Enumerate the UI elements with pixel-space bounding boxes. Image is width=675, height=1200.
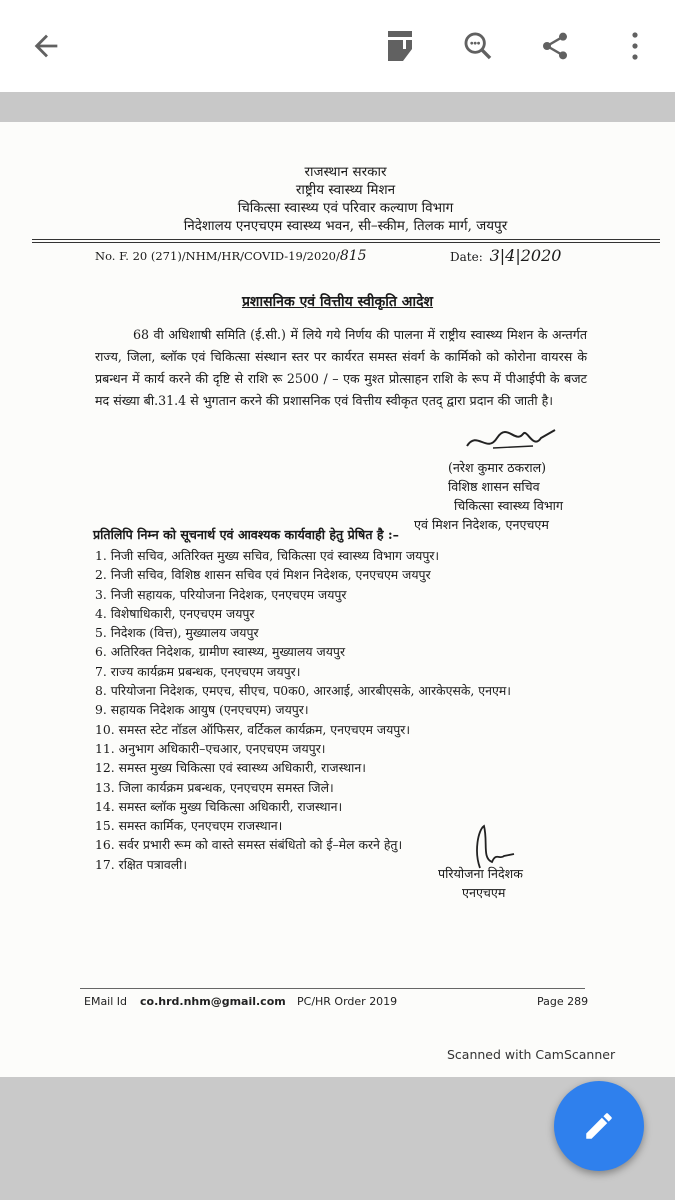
header-line-1: राजस्थान सरकार — [304, 164, 387, 180]
footer-email: co.hrd.nhm@gmail.com — [140, 995, 286, 1008]
zoom-search-icon — [461, 29, 495, 63]
signatory-2-org: एनएचएम — [462, 885, 506, 900]
footer-email-label: EMail Id — [84, 995, 128, 1008]
footer-order: PC/HR Order 2019 — [297, 995, 398, 1008]
signatory-1-title: विशिष्ठ शासन सचिव — [448, 479, 540, 494]
order-paragraph: 68 वी अधिशाषी समिति (ई.सी.) में लिये गये निर्णय की पालना में राष्ट्रीय स्वास्थ्य मिशन के अन्तर्गत राज्य, जिला, ब्लॉक एवं चिकित्सा संस्थान स्तर पर कार्यरत समस्त संवर्ग के कार्मिको को कोरोना वायरस के प्रबन्धन में कार्य करने की दृष्टि से राशि रू 2500 / – एक मुश्त प्रोत्साहन राशि के रूप में पीआईपी के बजट मद संख्या बी.31.4 से भुगतान करने की प्रशासनिक एवं वित्तीय स्वीकृत एतद् द्वारा प्रदान की जाती है। — [95, 327, 587, 408]
ref-number-handwritten: 815 — [339, 248, 367, 264]
more-vertical-icon — [629, 30, 641, 62]
footer-rule — [80, 988, 585, 989]
order-title: प्रशासनिक एवं वित्तीय स्वीकृति आदेश — [241, 294, 434, 310]
camscanner-watermark: Scanned with CamScanner — [447, 1047, 616, 1062]
signatory-1-name: (नरेश कुमार ठकराल) — [448, 460, 547, 475]
footer-page: Page 289 — [537, 995, 589, 1008]
header-line-3: चिकित्सा स्वास्थ्य एवं परिवार कल्याण विभाग — [237, 200, 454, 216]
back-button[interactable] — [22, 22, 70, 70]
page-view-button[interactable] — [376, 22, 424, 70]
signatory-1-dept: चिकित्सा स्वास्थ्य विभाग — [454, 498, 564, 513]
page-gap-strip — [0, 92, 675, 122]
list-item: 14. समस्त ब्लॉक मुख्य चिकित्सा अधिकारी, राजस्थान। — [95, 798, 343, 814]
app-bar — [0, 0, 675, 92]
header-line-4: निदेशालय एनएचएम स्वास्थ्य भवन, सी–स्कीम, तिलक मार्ग, जयपुर — [183, 218, 508, 234]
page-layout-icon — [385, 29, 415, 63]
list-item: 8. परियोजना निदेशक, एमएच, सीएच, प0क0, आरआई, आरबीएसके, आरकेएसके, एनएम। — [95, 683, 511, 699]
copy-to-list — [95, 546, 511, 874]
signatory-2-title: परियोजना निदेशक — [438, 866, 523, 881]
list-item: 3. निजी सहायक, परियोजना निदेशक, एनएचएम जयपुर — [95, 586, 347, 602]
list-item: 7. राज्य कार्यक्रम प्रबन्धक, एनएचएम जयपुर। — [95, 663, 301, 679]
list-item: 9. सहायक निदेशक आयुष (एनएचएम) जयपुर। — [95, 702, 309, 718]
list-item: 15. समस्त कार्मिक, एनएचएम राजस्थान। — [95, 818, 283, 834]
list-item: 2. निजी सचिव, विशिष्ठ शासन सचिव एवं मिशन निदेशक, एनएचएम जयपुर — [95, 567, 431, 583]
date-value: 3|4|2020 — [489, 246, 562, 265]
header-line-2: राष्ट्रीय स्वास्थ्य मिशन — [295, 182, 396, 198]
reference-number — [95, 248, 367, 264]
edit-pencil-icon — [582, 1109, 616, 1143]
arrow-left-icon — [29, 29, 63, 63]
zoom-button[interactable] — [454, 22, 502, 70]
list-item: 6. अतिरिक्त निदेशक, ग्रामीण स्वास्थ्य, मुख्यालय जयपुर — [95, 644, 346, 660]
signatory-2-block — [438, 864, 523, 902]
copy-to-heading: प्रतिलिपि निम्न को सूचनार्थ एवं आवश्यक कार्यवाही हेतु प्रेषित है :– — [93, 527, 399, 542]
share-icon — [539, 30, 571, 62]
list-item: 11. अनुभाग अधिकारी–एचआर, एनएचएम जयपुर। — [95, 740, 326, 756]
document-page[interactable] — [0, 122, 675, 1077]
share-button[interactable] — [531, 22, 579, 70]
date-field — [450, 246, 561, 265]
list-item: 1. निजी सचिव, अतिरिक्त मुख्य सचिव, चिकित्सा एवं स्वास्थ्य विभाग जयपुर। — [95, 548, 440, 563]
header-rule — [32, 239, 660, 240]
signature-1 — [463, 424, 558, 460]
list-item: 4. विशेषाधिकारी, एनएचएम जयपुर — [95, 605, 255, 621]
edit-fab-button[interactable] — [554, 1081, 644, 1171]
header-rule-double — [32, 242, 660, 243]
list-item: 13. जिला कार्यक्रम प्रबन्धक, एनएचएम समस्त जिले। — [95, 779, 334, 795]
list-item: 5. निदेशक (वित्त), मुख्यालय जयपुर — [95, 625, 259, 641]
date-label: Date: — [450, 250, 483, 264]
signatory-1-block — [414, 458, 564, 534]
signatory-1-mission: एवं मिशन निदेशक, एनएचएम — [414, 517, 549, 532]
ref-number-printed: No. F. 20 (271)/NHM/HR/COVID-19/2020/ — [95, 249, 340, 263]
list-item: 12. समस्त मुख्य चिकित्सा एवं स्वास्थ्य अधिकारी, राजस्थान। — [95, 760, 366, 776]
list-item: 10. समस्त स्टेट नॉडल ऑफिसर, वर्टिकल कार्यक्रम, एनएचएम जयपुर। — [95, 721, 411, 737]
more-options-button[interactable] — [611, 22, 659, 70]
list-item: 16. सर्वर प्रभारी रूम को वास्ते समस्त संबंधितो को ई–मेल करने हेतु। — [95, 837, 403, 853]
list-item: 17. रक्षित पत्रावली। — [95, 856, 188, 872]
